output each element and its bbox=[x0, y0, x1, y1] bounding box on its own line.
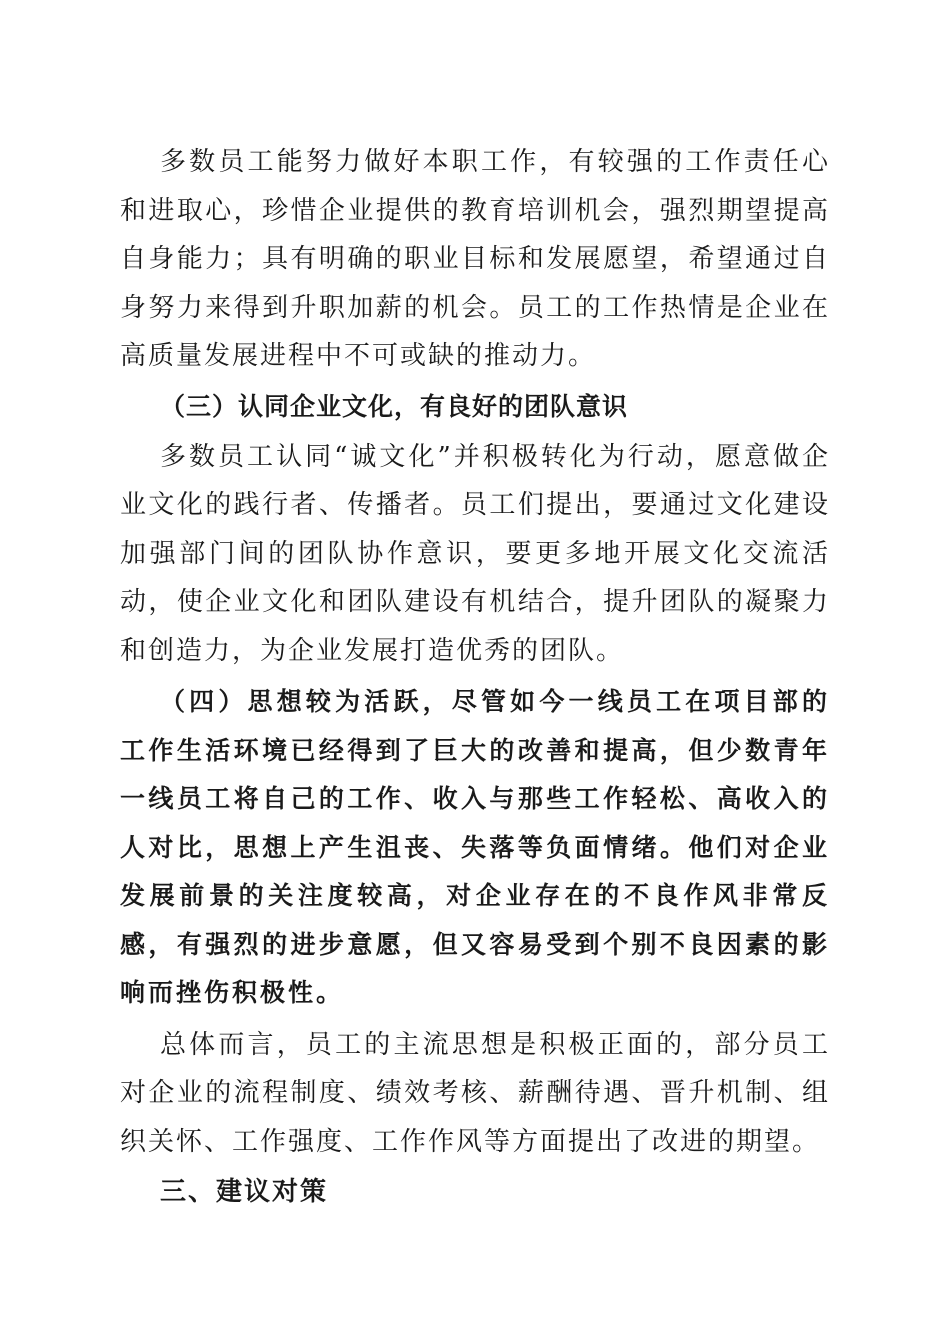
section-heading-suggestions: 三、建议对策 bbox=[160, 1177, 329, 1207]
paragraph-culture-identity: 多数员工认同“诚文化”并积极转化为行动，愿意做企业文化的践行者、传播者。员工们提出，要通过文化建设加强部门间的团队协作意识，要更多地开展文化交流活动，使企业文化和团队建设有机结合，提升团队的凝聚力和创造力，为企业发展打造优秀的团队。 bbox=[120, 441, 830, 666]
heading-corporate-culture: （三）认同企业文化，有良好的团队意识 bbox=[160, 391, 629, 421]
paragraph-overall-summary: 总体而言，员工的主流思想是积极正面的，部分员工对企业的流程制度、绩效考核、薪酬待遇、晋升机制、组织关怀、工作强度、工作作风等方面提出了改进的期望。 bbox=[120, 1029, 830, 1157]
paragraph-work-attitude: 多数员工能努力做好本职工作，有较强的工作责任心和进取心，珍惜企业提供的教育培训机会，强烈期望提高自身能力；具有明确的职业目标和发展愿望，希望通过自身努力来得到升职加薪的机会。员工的工作热情是企业在高质量发展进程中不可或缺的推动力。 bbox=[120, 147, 830, 371]
paragraph-active-thinking: （四）思想较为活跃，尽管如今一线员工在项目部的工作生活环境已经得到了巨大的改善和提高，但少数青年一线员工将自己的工作、收入与那些工作轻松、高收入的人对比，思想上产生沮丧、失落等负面情绪。他们对企业发展前景的关注度较高，对企业存在的不良作风非常反感，有强烈的进步意愿，但又容易受到个别不良因素的影响而挫伤积极性。 bbox=[120, 687, 830, 1007]
document-page bbox=[120, 138, 830, 1217]
